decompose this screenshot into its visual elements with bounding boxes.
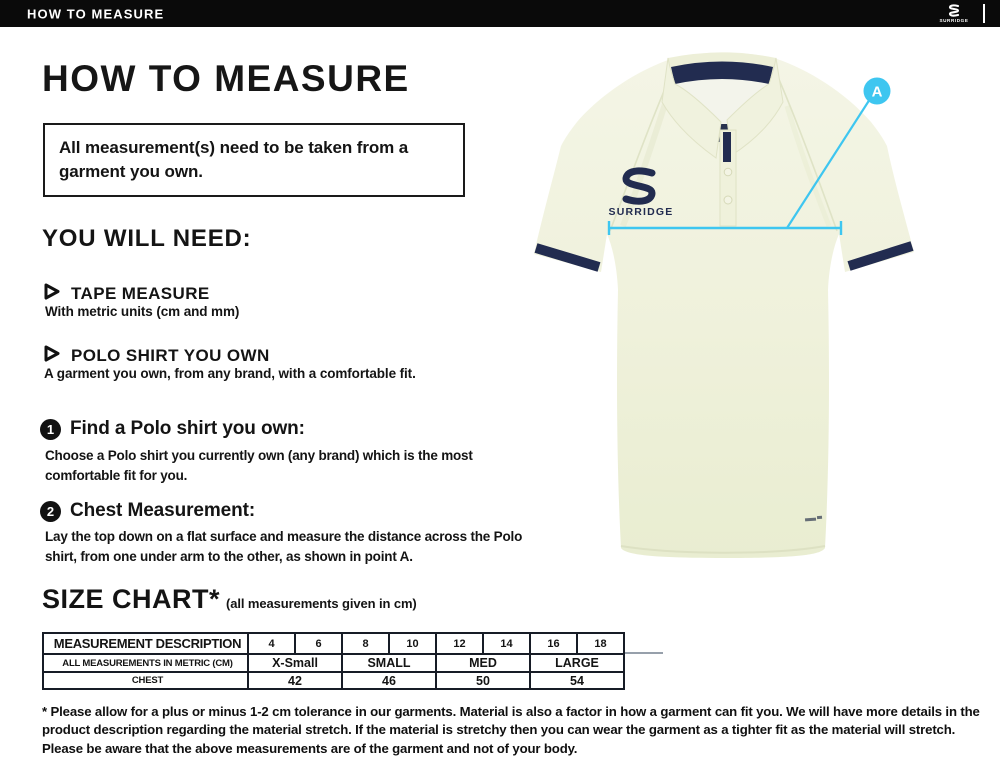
page-title: HOW TO MEASURE (42, 58, 410, 99)
step-1-number-badge: 1 (40, 419, 61, 440)
size-chart-heading-row (42, 584, 417, 615)
triangle-bullet-icon (43, 282, 61, 306)
table-tail-line (625, 652, 663, 654)
header-separator (983, 4, 985, 23)
need-item-label: POLO SHIRT YOU OWN (71, 346, 270, 365)
point-a-label: A (871, 83, 883, 101)
measurement-note-box (43, 123, 465, 197)
size-group-cell: SMALL (342, 654, 436, 672)
step-2-number-badge: 2 (40, 501, 61, 522)
chest-label-cell: CHEST (43, 672, 248, 689)
table-header-description: MEASUREMENT DESCRIPTION (43, 633, 248, 654)
polo-shirt-illustration (525, 42, 925, 574)
polo-placket (720, 130, 736, 226)
age-size-cell: 8 (342, 633, 389, 654)
step-1-header (40, 418, 305, 440)
chest-logo-text: SURRIDGE (608, 206, 674, 218)
you-will-need-heading: YOU WILL NEED: (42, 225, 252, 252)
age-size-cell: 14 (483, 633, 530, 654)
chest-value-cell: 50 (436, 672, 530, 689)
step-1-title: Find a Polo shirt you own: (70, 418, 305, 439)
header-title: HOW TO MEASURE (27, 6, 165, 21)
table-row (43, 654, 624, 672)
placket-button (724, 196, 732, 204)
need-item-description: A garment you own, from any brand, with a comfortable fit. (44, 366, 416, 381)
surridge-s-icon (947, 4, 961, 17)
size-group-cell: MED (436, 654, 530, 672)
table-row (43, 672, 624, 689)
size-chart-title: SIZE CHART* (42, 584, 221, 614)
age-size-cell: 12 (436, 633, 483, 654)
placket-button (724, 168, 732, 176)
need-item-polo-shirt (43, 344, 270, 368)
need-item-tape-measure (43, 282, 210, 306)
step-2-description: Lay the top down on a flat surface and measure the distance across the Polo shirt, from one under arm to the other, as shown in point A. (45, 529, 523, 565)
step-2-header (40, 500, 255, 522)
step-2-title: Chest Measurement: (70, 500, 256, 521)
tolerance-footnote: * Please allow for a plus or minus 1-2 cm tolerance in our garments. Material is also a factor in how a garment can fit you. We will have more details in the product description regarding the material stretch. If the material is stretchy then you can wear the garment as a tighter fit as the material will stretch. Please be aware that the above measurements are of the garment and not of your body. (42, 704, 980, 756)
age-size-cell: 4 (248, 633, 295, 654)
size-chart-table (42, 632, 625, 690)
size-chart-subtitle: (all measurements given in cm) (226, 596, 417, 611)
chest-value-cell: 46 (342, 672, 436, 689)
table-row (43, 633, 624, 654)
chest-value-cell: 42 (248, 672, 342, 689)
age-size-cell: 6 (295, 633, 342, 654)
size-group-cell: X-Small (248, 654, 342, 672)
chest-value-cell: 54 (530, 672, 624, 689)
header-bar (0, 0, 1000, 27)
age-size-cell: 16 (530, 633, 577, 654)
metric-label-cell: ALL MEASUREMENTS IN METRIC (CM) (43, 654, 248, 672)
need-item-label: TAPE MEASURE (71, 284, 210, 303)
triangle-bullet-icon (43, 344, 61, 368)
age-size-cell: 18 (577, 633, 624, 654)
surridge-logo-text: SURRIDGE (939, 18, 969, 23)
measurement-note-text: All measurement(s) need to be taken from a garment you own. (59, 138, 409, 182)
need-item-description: With metric units (cm and mm) (45, 304, 240, 319)
surridge-logo (932, 1, 976, 26)
step-1-description: Choose a Polo shirt you currently own (any brand) which is the most comfortable fit for you. (45, 448, 473, 484)
age-size-cell: 10 (389, 633, 436, 654)
size-group-cell: LARGE (530, 654, 624, 672)
